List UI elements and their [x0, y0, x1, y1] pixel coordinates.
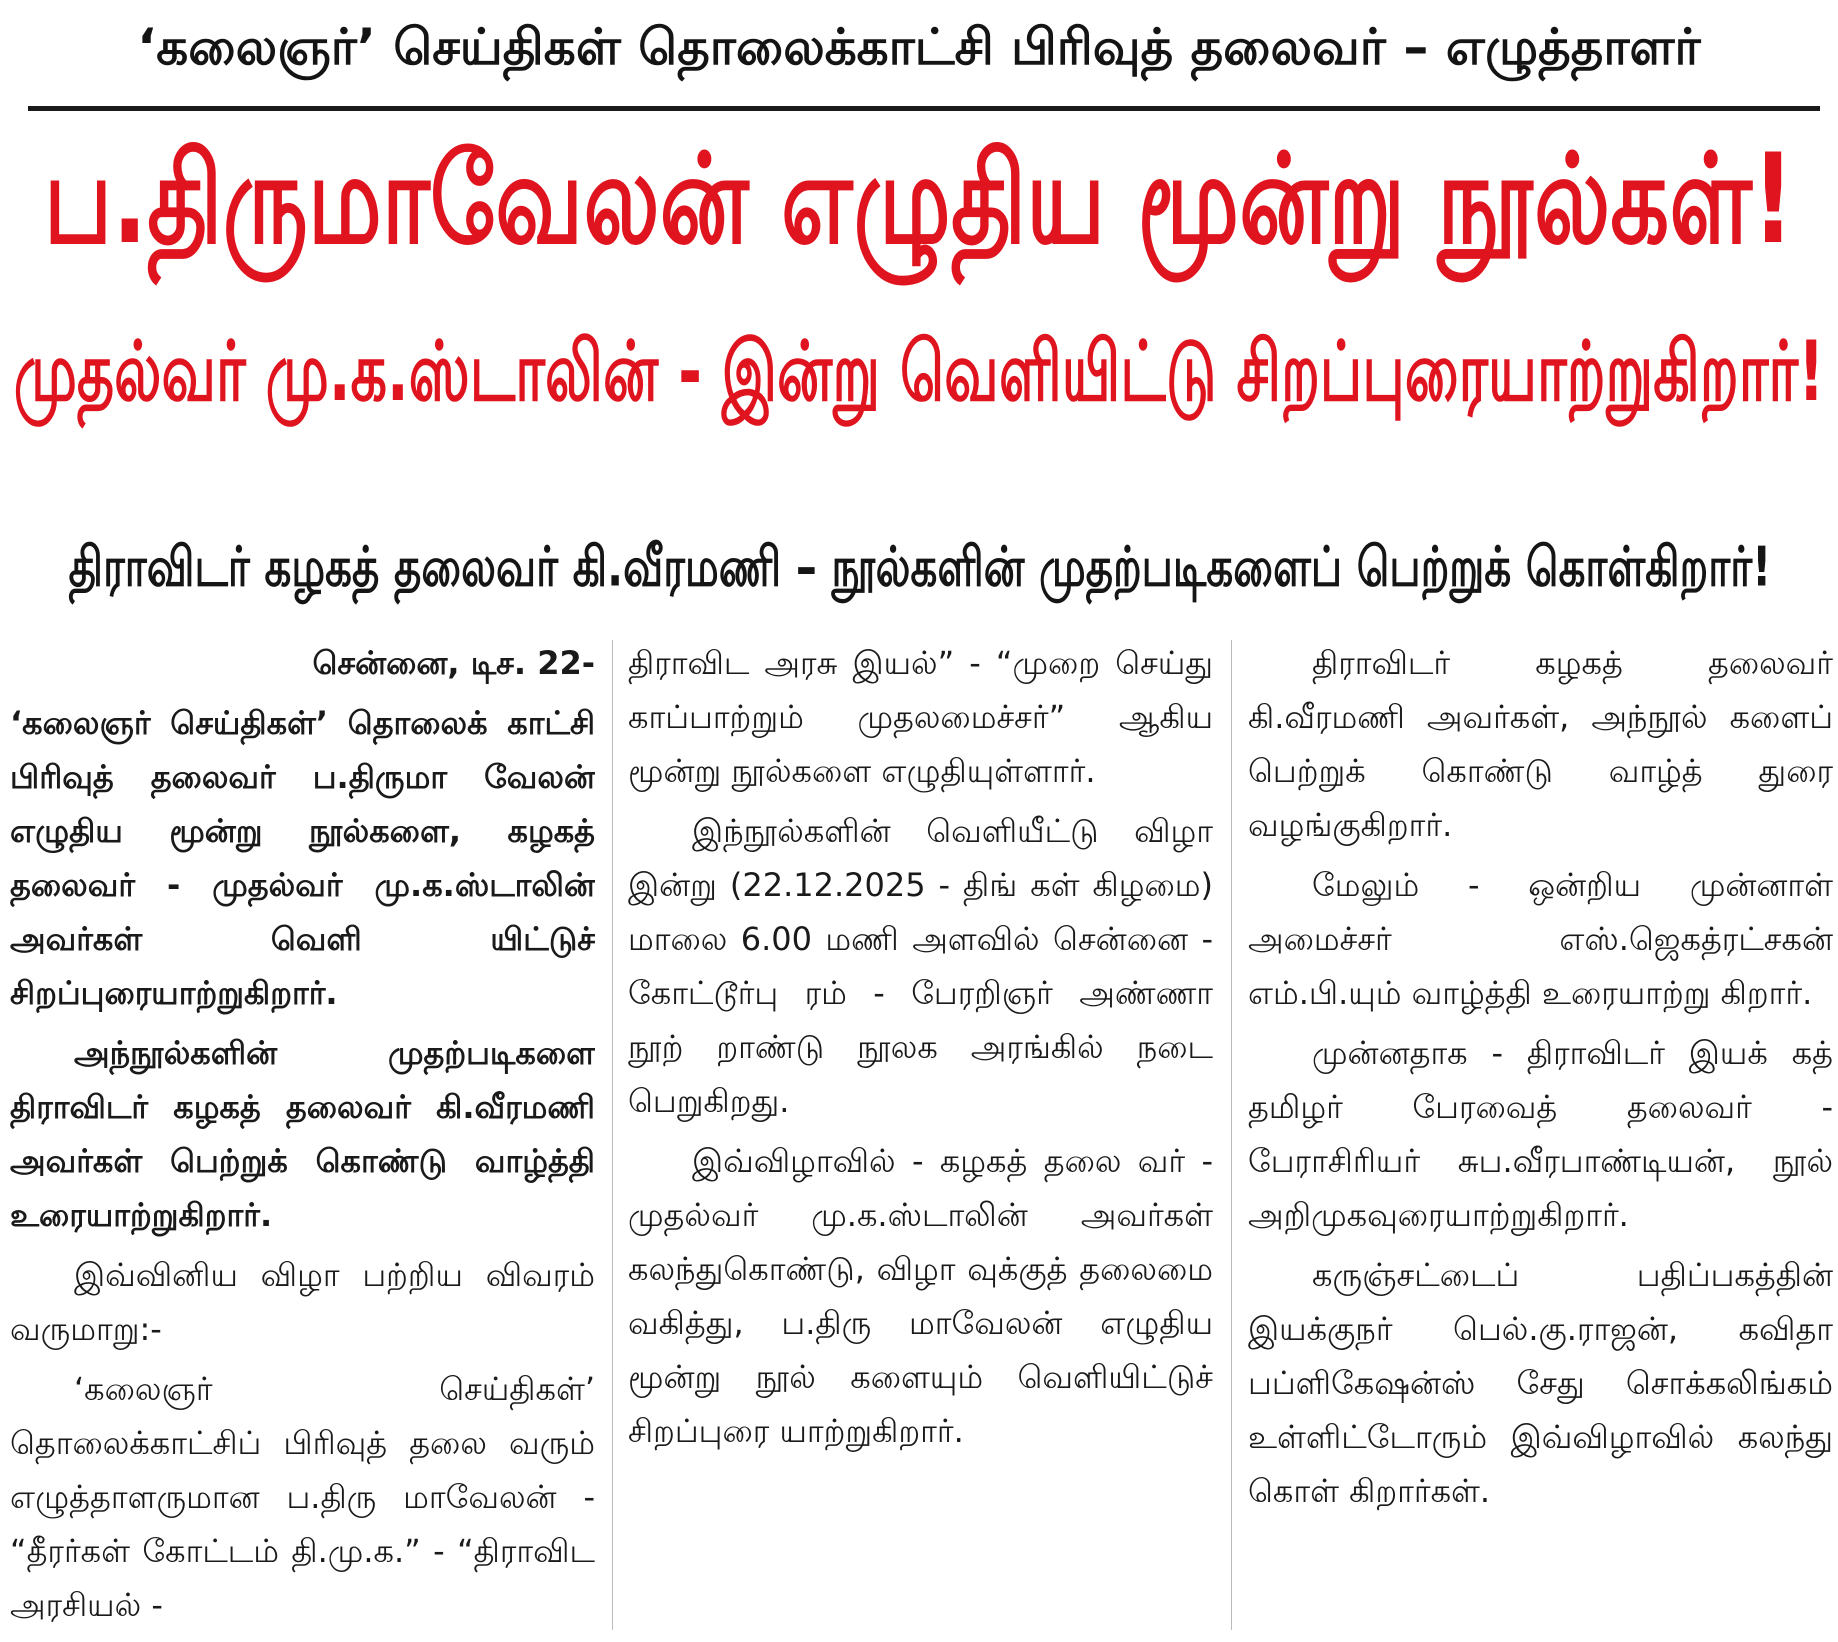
article-paragraph: இவ்வினிய விழா பற்றிய விவரம் வருமாறு:-: [10, 1256, 595, 1348]
column-divider: [612, 640, 613, 1630]
article-paragraph: கருஞ்சட்டைப் பதிப்பகத்தின் இயக்குநர் பெல்.கு.ராஜன், கவிதா பப்ளிகேஷன்ஸ் சேது சொக்கலிங்கம் உள்ளிட்டோரும் இவ்விழாவில் கலந்து கொள் கிறார்கள்.: [1248, 1256, 1833, 1510]
article-paragraph: ‘கலைஞர் செய்திகள்’ தொலைக்காட்சிப் பிரிவுத் தலை வரும் எழுத்தாளருமான ப.திரு மாவேலன் - “தீரர்கள் கோட்டம் தி.மு.க.” - “திராவிட அரசியல் -: [10, 1370, 595, 1624]
article-paragraph: திராவிடர் கழகத் தலைவர் கி.வீரமணி அவர்கள், அந்நூல் களைப் பெற்றுக் கொண்டு வாழ்த் துரை வழங்குகிறார்.: [1248, 644, 1833, 844]
article-column-3: [1248, 636, 1833, 1636]
subheadline: திராவிடர் கழகத் தலைவர் கி.வீரமணி – நூல்களின் முதற்படிகளைப் பெற்றுக் கொள்கிறார்!: [68, 534, 1772, 598]
article-paragraph: முன்னதாக - திராவிடர் இயக் கத் தமிழர் பேரவைத் தலைவர் - பேராசிரியர் சுப.வீரபாண்டியன், நூல் அறிமுகவுரையாற்றுகிறார்.: [1248, 1034, 1833, 1234]
article-paragraph: மேலும் - ஒன்றிய முன்னாள் அமைச்சர் எஸ்.ஜெகத்ரட்சகன் எம்.பி.யும் வாழ்த்தி உரையாற்று கிறார்.: [1248, 866, 1833, 1012]
article-paragraph: இவ்விழாவில் - கழகத் தலை வர் - முதல்வர் மு.க.ஸ்டாலின் அவர்கள் கலந்துகொண்டு, விழா வுக்குத் தலைமை வகித்து, ப.திரு மாவேலன் எழுதிய மூன்று நூல் களையும் வெளியிட்டுச் சிறப்புரை யாற்றுகிறார்.: [628, 1142, 1213, 1450]
article-paragraph: திராவிட அரசு இயல்” - “முறை செய்து காப்பாற்றும் முதலமைச்சர்” ஆகிய மூன்று நூல்களை எழுதியுள்ளார்.: [628, 644, 1213, 790]
headline-line-2: முதல்வர் மு.க.ஸ்டாலின் - இன்று வெளியிட்டு சிறப்புரையாற்றுகிறார்!: [13, 324, 1825, 421]
kicker-title: ‘கலைஞர்’ செய்திகள் தொலைக்காட்சி பிரிவுத் தலைவர் – எழுத்தாளர்: [137, 17, 1701, 76]
column-divider: [1231, 640, 1232, 1630]
article-paragraph: அந்நூல்களின் முதற்படிகளை திராவிடர் கழகத் தலைவர் கி.வீரமணி அவர்கள் பெற்றுக் கொண்டு வாழ்த்தி உரையாற்றுகிறார்.: [10, 1034, 595, 1234]
article-paragraph: இந்நூல்களின் வெளியீட்டு விழா இன்று (22.12.2025 - திங் கள் கிழமை) மாலை 6.00 மணி அளவில் சென்னை - கோட்டூர்பு ரம் - பேரறிஞர் அண்ணா நூற் றாண்டு நூலக அரங்கில் நடை பெறுகிறது.: [628, 812, 1213, 1120]
dateline: சென்னை, டிச. 22-: [312, 644, 595, 682]
article-column-1: [10, 636, 595, 1636]
headline-line-1: ப.திருமாவேலன் எழுதிய மூன்று நூல்கள்!: [43, 127, 1795, 272]
article-column-2: [628, 636, 1213, 1636]
header-rule: [28, 106, 1820, 111]
article-paragraph: ‘கலைஞர் செய்திகள்’ தொலைக் காட்சி பிரிவுத் தலைவர் ப.திருமா வேலன் எழுதிய மூன்று நூல்களை, கழகத் தலைவர் - முதல்வர் மு.க.ஸ்டாலின் அவர்கள் வெளி யிட்டுச் சிறப்புரையாற்றுகிறார்.: [10, 704, 595, 1012]
